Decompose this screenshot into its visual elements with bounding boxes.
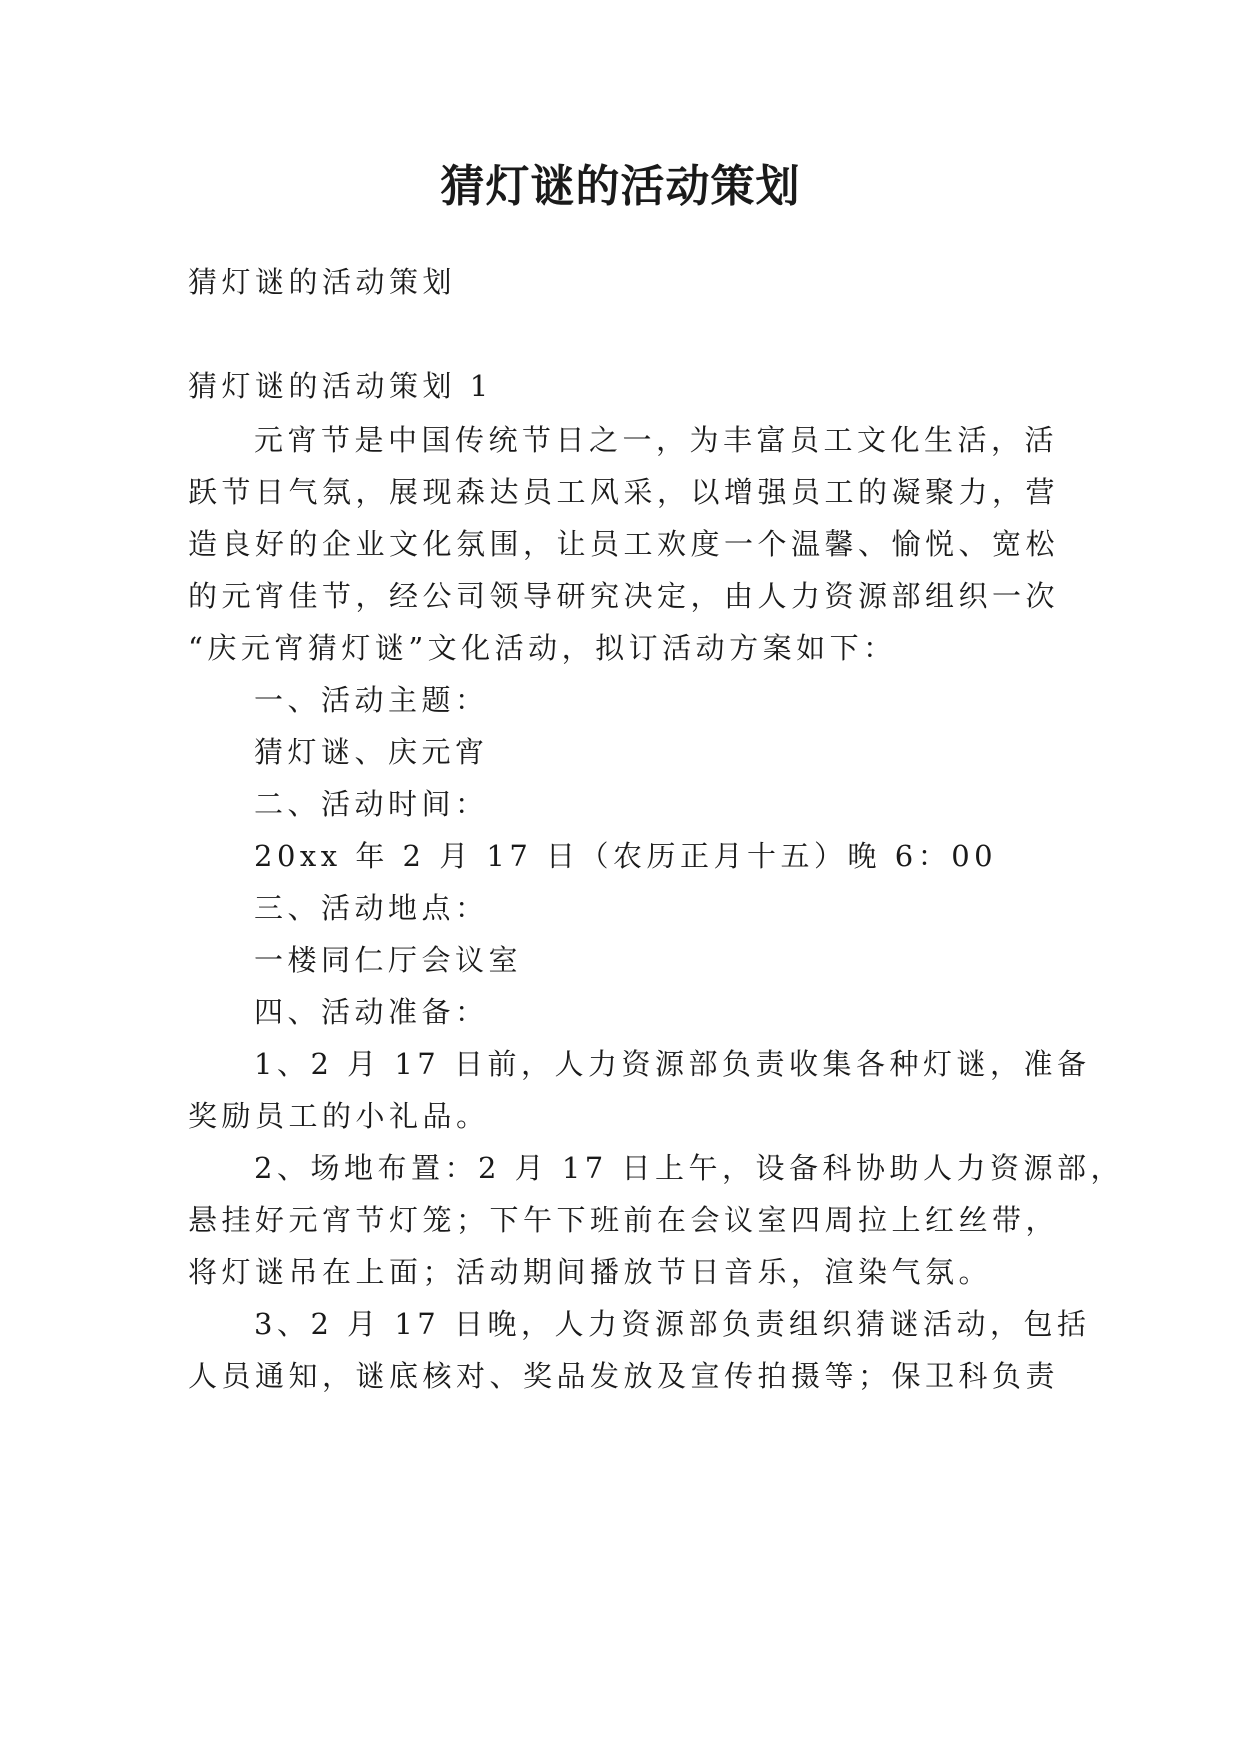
item-heading: 二、活动时间：	[254, 787, 489, 821]
paragraph-line: 将灯谜吊在上面；活动期间播放节日音乐，渲染气氛。	[188, 1255, 993, 1289]
paragraph-line: 人员通知，谜底核对、奖品发放及宣传拍摄等；保卫科负责	[188, 1359, 1060, 1393]
paragraph-line: 跃节日气氛，展现森达员工风采，以增强员工的凝聚力，营	[188, 475, 1060, 509]
item-heading: 四、活动准备：	[254, 995, 489, 1029]
subtitle-line: 猜灯谜的活动策划	[188, 265, 457, 299]
paragraph-line: 造良好的企业文化氛围，让员工欢度一个温馨、愉悦、宽松	[188, 527, 1060, 561]
item-content: 20xx 年 2 月 17 日（农历正月十五）晚 6：00	[254, 839, 998, 873]
paragraph-line: 的元宵佳节，经公司领导研究决定，由人力资源部组织一次	[188, 579, 1060, 613]
paragraph-line: 3、2 月 17 日晚，人力资源部负责组织猜谜活动，包括	[254, 1307, 1091, 1341]
paragraph-line: 元宵节是中国传统节日之一，为丰富员工文化生活，活	[254, 423, 1059, 457]
paragraph-line: 悬挂好元宵节灯笼；下午下班前在会议室四周拉上红丝带，	[188, 1203, 1060, 1237]
item-content: 一楼同仁厅会议室	[254, 943, 523, 977]
item-content: 猜灯谜、庆元宵	[254, 735, 489, 769]
paragraph-line: 奖励员工的小礼品。	[188, 1099, 490, 1133]
item-heading: 一、活动主题：	[254, 683, 489, 717]
paragraph-line: “庆元宵猜灯谜”文化活动，拟订活动方案如下：	[188, 631, 897, 665]
section-heading: 猜灯谜的活动策划 1	[188, 369, 493, 403]
document-title: 猜灯谜的活动策划	[440, 161, 801, 212]
paragraph-line: 2、场地布置：2 月 17 日上午，设备科协助人力资源部，	[254, 1151, 1124, 1185]
paragraph-line: 1、2 月 17 日前，人力资源部负责收集各种灯谜，准备	[254, 1047, 1091, 1081]
item-heading: 三、活动地点：	[254, 891, 489, 925]
